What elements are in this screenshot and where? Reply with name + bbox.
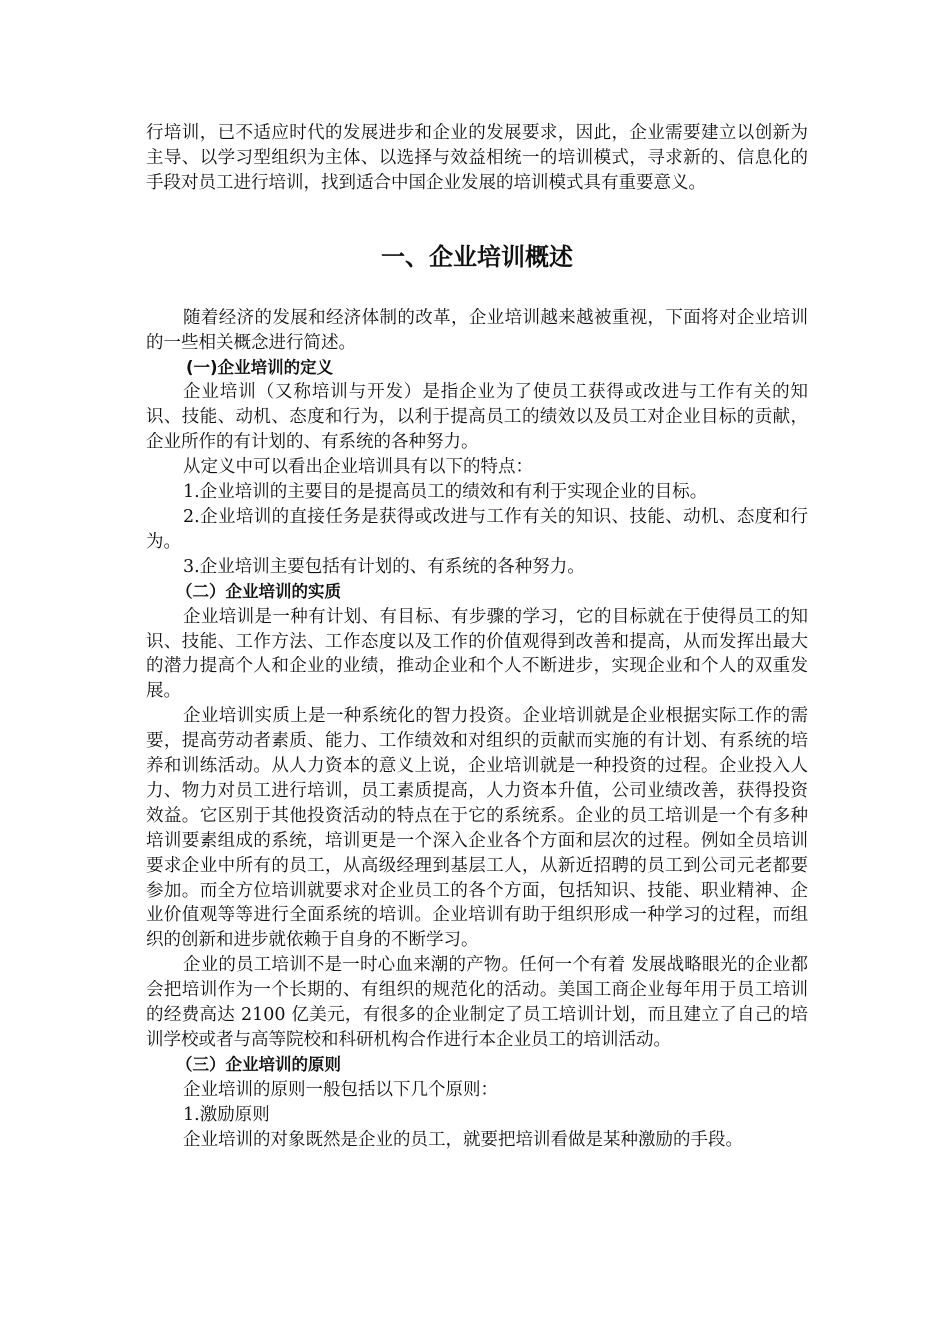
chapter-intro-paragraph: 随着经济的发展和经济体制的改革，企业培训越来越被重视，下面将对企业培训的一些相关概念进行简述。 [146, 307, 808, 353]
principles-intro: 企业培训的原则一般包括以下几个原则： [183, 1079, 498, 1100]
chapter-title: 一、企业培训概述 [381, 242, 573, 271]
essence-paragraph: 企业培训实质上是一种系统化的智力投资。企业培训就是企业根据实际工作的需要，提高劳动者素质、能力、工作绩效和对组织的贡献而实施的有计划、有系统的培养和训练活动。从人力资本的意义上说，企业培训就是一种投资的过程。企业投入人力、物力对员工进行培训，员工素质提高，人力资本升值，公司业绩改善，获得投资效益。它区别于其他投资活动的特点在于它的系统系。企业的员工培训是一个有多种培训要素组成的系统，培训更是一个深入企业各个方面和层次的过程。例如全员培训要求企业中所有的员工，从高级经理到基层工人，从新近招聘的员工到公司元老都要参加。而全方位培训就要求对企业员工的各个方面，包括知识、技能、职业精神、企业价值观等等进行全面系统的培训。企业培训有助于组织形成一种学习的过程，而组织的创新和进步就依赖于自身的不断学习。 [146, 706, 808, 951]
feature-item: 1.企业培训的主要目的是提高员工的绩效和有利于实现企业的目标。 [183, 482, 708, 503]
feature-item: 2.企业培训的直接任务是获得或改进与工作有关的知识、技能、动机、态度和行为。 [146, 506, 808, 552]
definition-paragraph: 企业培训（又称培训与开发）是指企业为了使员工获得或改进与工作有关的知识、技能、动机、态度和行为，以利于提高员工的绩效以及员工对企业目标的贡献，企业所作的有计划的、有系统的各种努力。 [146, 382, 808, 453]
principle-paragraph: 企业培训的对象既然是企业的员工，就要把培训看做是某种激励的手段。 [183, 1129, 743, 1150]
features-intro: 从定义中可以看出企业培训具有以下的特点： [183, 457, 533, 478]
principle-item: 1.激励原则 [183, 1104, 270, 1125]
section-heading-principles: （三）企业培训的原则 [176, 1054, 341, 1074]
document-page [146, 121, 808, 1153]
section-heading-essence: （二）企业培训的实质 [176, 581, 341, 601]
essence-paragraph: 企业培训是一种有计划、有目标、有步骤的学习，它的目标就在于使得员工的知识、技能、工作方法、工作态度以及工作的价值观得到改善和提高，从而发挥出最大的潜力提高个人和企业的业绩，推动企业和个人不断进步，实现企业和个人的双重发展。 [146, 606, 808, 702]
essence-paragraph: 企业的员工培训不是一时心血来潮的产物。任何一个有着 发展战略眼光的企业都会把培训作为一个长期的、有组织的规范化的活动。美国工商企业每年用于员工培训的经费高达 2100 亿美元，有很多的企业制定了员工培训计划，而且建立了自己的培训学校或者与高等院校和科研机构合作进行本企业员工的培训活动。 [146, 955, 808, 1050]
intro-paragraph: 行培训，已不适应时代的发展进步和企业的发展要求，因此，企业需要建立以创新为主导、以学习型组织为主体、以选择与效益相统一的培训模式，寻求新的、信息化的手段对员工进行培训，找到适合中国企业发展的培训模式具有重要意义。 [146, 123, 808, 193]
feature-item: 3.企业培训主要包括有计划的、有系统的各种努力。 [183, 556, 585, 577]
section-heading-definition: (一)企业培训的定义 [186, 357, 334, 377]
